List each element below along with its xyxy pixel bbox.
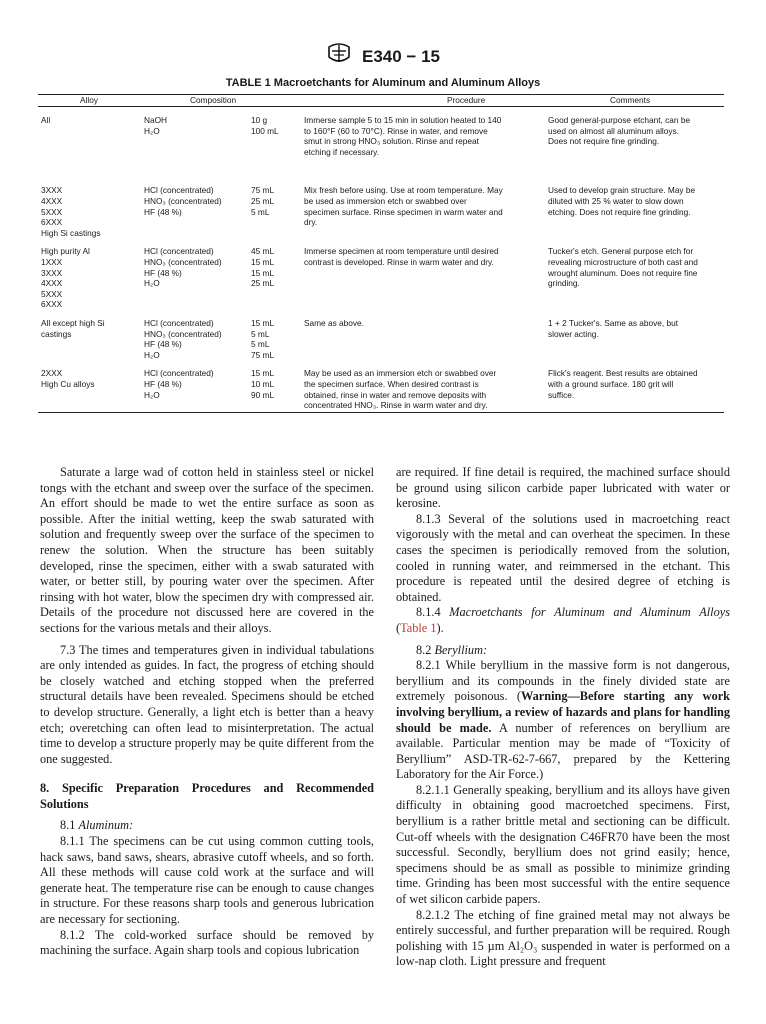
amount-cell-line: 10 mL xyxy=(251,378,275,389)
page-header xyxy=(0,42,766,71)
component-cell-line: HF (48 %) xyxy=(144,206,182,217)
comment-cell-line: revealing microstructure of both cast and xyxy=(548,256,698,267)
alloy-cell-line: 3XXX xyxy=(41,185,63,196)
amount-cell-line: 10 g xyxy=(251,115,268,125)
alloy-cell-line: 4XXX xyxy=(41,195,63,206)
amount-cell-line: 75 mL xyxy=(251,349,275,360)
amount-cell xyxy=(251,368,311,400)
comment-cell-line: Tucker's etch. General purpose etch for xyxy=(548,246,694,257)
component-cell-line: NaOH xyxy=(144,115,168,125)
paragraph-8-1-2-cont: are required. If fine detail is required, the machined surface should be ground using silicon carbide paper lubricated with water or kerosine. xyxy=(396,465,730,511)
comment-cell xyxy=(548,318,724,339)
section-8-1-number: 8.1 xyxy=(60,818,76,833)
component-cell-line: HCl (concentrated) xyxy=(144,185,214,196)
comment-cell-line: Flick's reagent. Best results are obtained xyxy=(548,368,698,379)
warning-text: Warning—Before starting any work involving beryllium, a review of hazards and plans for handling should be made. xyxy=(396,689,731,735)
alloy-cell xyxy=(41,368,136,389)
component-cell-line: HF (48 %) xyxy=(144,339,182,350)
paragraph-8-2-1-rest: A number of references on beryllium are available. Particular mention may be made of “Toxicity of Beryllium” ASD-TR-62-7-667, prepared by the Kettering Laboratory for the Air Force.) xyxy=(396,720,731,782)
paragraph-8-2-1 xyxy=(396,658,730,783)
component-cell-line: HF (48 %) xyxy=(144,267,182,278)
alloy-cell xyxy=(41,318,136,339)
comment-cell xyxy=(548,246,724,288)
alloy-cell-line: High purity Al xyxy=(41,246,90,257)
paragraph-8-2-1-1: 8.2.1.1 Generally speaking, beryllium and its alloys have given difficulty in obtaining good macroetched specimens. First, beryllium is a rather brittle metal and sectioning can be difficult. Cut-off wheels with the designation C46FR70 have been the most successful. Secondly, beryllium does not grind easily; hence, specimens should be as small as possible to minimize grinding time. Grinding has been most successful with the entire sequence of wet silicon carbide papers. xyxy=(396,782,730,907)
alloy-cell-line: 6XXX xyxy=(41,299,63,310)
alloy-cell-line: 4XXX xyxy=(41,278,63,289)
section-8-1-4-number: 8.1.4 xyxy=(416,605,441,620)
component-cell-line: HNO₃ (concentrated) xyxy=(144,328,222,339)
table-row xyxy=(38,115,724,179)
table-row xyxy=(38,246,724,310)
section-8-1-title: Aluminum: xyxy=(78,818,134,833)
comment-cell-line: etching. Does not require fine grinding. xyxy=(548,206,691,217)
header-alloy: Alloy xyxy=(80,95,98,105)
amount-cell-line: 15 mL xyxy=(251,256,275,267)
amount-cell-line: 5 mL xyxy=(251,328,270,339)
amount-cell-line: 15 mL xyxy=(251,267,275,278)
component-cell-line: H₂O xyxy=(144,278,160,289)
comment-cell-line: suffice. xyxy=(548,389,575,400)
procedure-cell-line: contrast is developed. Rinse in warm water and dry. xyxy=(304,256,494,267)
comment-cell xyxy=(548,368,724,400)
alloy-cell xyxy=(41,246,136,310)
table-bottom-rule xyxy=(38,412,724,413)
procedure-cell xyxy=(304,115,534,157)
comment-cell-line: slower acting. xyxy=(548,328,599,339)
procedure-cell xyxy=(304,246,534,267)
paragraph-8-1-1: 8.1.1 The specimens can be cut using common cutting tools, hack saws, band saws, shears, abrasive cutoff wheels, and so forth. All these methods will cause cold work at the surface and will generate heat. The temperature rise can be enough to cause changes in structure. For these reasons sharp tools and generous lubrication are necessary for sectioning. xyxy=(40,834,374,927)
designation: E340 − 15 xyxy=(362,46,440,66)
procedure-cell-line: to 160°F (60 to 70°C). Rinse in water, and remove xyxy=(304,125,488,136)
header-composition: Composition xyxy=(190,95,237,105)
comment-cell-line: 1 + 2 Tucker's. Same as above, but xyxy=(548,317,679,328)
alloy-cell xyxy=(41,185,136,238)
component-cell-line: HF (48 %) xyxy=(144,378,182,389)
alloy-cell-line: 5XXX xyxy=(41,206,63,217)
procedure-cell-line: Immerse specimen at room temperature until desired xyxy=(304,246,499,257)
procedure-cell-line: specimen surface. Rinse specimen in warm water and xyxy=(304,206,503,217)
component-cell xyxy=(144,318,254,360)
table-header xyxy=(38,94,724,107)
component-cell-line: HCl (concentrated) xyxy=(144,317,214,328)
procedure-cell-line: the specimen surface. When desired contrast is xyxy=(304,378,479,389)
amount-cell-line: 5 mL xyxy=(251,339,270,350)
header-procedure: Procedure xyxy=(447,95,486,105)
procedure-cell-line: Immerse sample 5 to 15 min in solution heated to 140 xyxy=(304,115,502,125)
paragraph-7-3: 7.3 The times and temperatures given in individual tabulations are only intended as guides. In fact, the progress of etching should be closely watched and etching stopped when the preferred structural details have been revealed. Specimens should be etched to develop structure. Generally, a light etch is better than a heavy etch; overetching can often lead to misinterpretation. The actual time to develop a structure properly may be quite different from the one suggested. xyxy=(40,642,374,766)
left-column xyxy=(40,465,374,959)
table-caption: TABLE 1 Macroetchants for Aluminum and Aluminum Alloys xyxy=(225,77,541,89)
amount-cell-line: 25 mL xyxy=(251,278,275,289)
component-cell xyxy=(144,368,254,400)
paragraph-swab: Saturate a large wad of cotton held in stainless steel or nickel tongs with the etchant and sweep over the surface of the specimen. An effort should be made to wet the entire surface as soon as possible. After the initial wetting, keep the swab saturated with solution and frequently sweep over the surface of the specimen to renew the solution. When the structure has been suitably developed, rinse the specimen, either with a swab saturated with water, or better still, by pouring water over the specimen. After rinsing with hot water, blow the specimen dry with compressed air. Details of the procedure not discussed here are covered in the sections for the various metals and their alloys. xyxy=(40,465,374,635)
amount-cell-line: 15 mL xyxy=(251,368,275,379)
header-comments: Comments xyxy=(610,95,651,105)
comment-cell-line: diluted with 25 % water to slow down xyxy=(548,195,684,206)
amount-cell-line: 25 mL xyxy=(251,195,275,206)
amount-cell-line: 90 mL xyxy=(251,389,275,400)
astm-logo-icon xyxy=(326,42,352,71)
section-8-2-heading xyxy=(396,643,730,659)
alloy-cell-line: castings xyxy=(41,328,72,339)
component-cell xyxy=(144,246,254,288)
alloy-cell-line: High Si castings xyxy=(41,227,101,238)
macroetchants-table xyxy=(38,94,724,411)
paragraph-8-1-3: 8.1.3 Several of the solutions used in macroetching react vigorously with the metal and can overheat the specimen. In these cases the specimen is periodically removed from the solution, cooled in running water, and reimmersed in the etchant. This procedure is repeated until the desired degree of etching is obtained. xyxy=(396,511,730,604)
component-cell-line: HNO₃ (concentrated) xyxy=(144,256,222,267)
comment-cell-line: Used to develop grain structure. May be xyxy=(548,185,696,196)
amount-cell xyxy=(251,318,311,360)
procedure-cell-line: etching if necessary. xyxy=(304,146,380,157)
procedure-cell-line: smut in strong HNO₃ solution. Rinse and repeat xyxy=(304,136,479,147)
procedure-cell-line: May be used as an immersion etch or swabbed over xyxy=(304,368,497,379)
table-row xyxy=(38,368,724,410)
table-row xyxy=(38,185,724,238)
section-8-heading: 8. Specific Preparation Procedures and Recommended Solutions xyxy=(40,781,374,811)
comment-cell-line: wrought aluminum. Does not require fine xyxy=(548,267,698,278)
section-8-1-4-title: Macroetchants for Aluminum and Aluminum Alloys xyxy=(449,605,730,620)
alloy-cell-line: 2XXX xyxy=(41,368,63,379)
component-cell-line: HNO₃ (concentrated) xyxy=(144,195,222,206)
amount-cell-line: 75 mL xyxy=(251,185,275,196)
procedure-cell-line: Mix fresh before using. Use at room temperature. May xyxy=(304,185,503,196)
amount-cell-line: 15 mL xyxy=(251,317,275,328)
comment-cell-line: with a ground surface. 180 grit will xyxy=(548,378,674,389)
section-8-2-number: 8.2 xyxy=(416,642,432,657)
alloy-cell xyxy=(41,115,136,126)
procedure-cell-line: be used as immersion etch or swabbed over xyxy=(304,195,467,206)
procedure-cell-line: concentrated HNO₃. Rinse in warm water and dry. xyxy=(304,400,488,411)
procedure-cell xyxy=(304,318,534,329)
table-row xyxy=(38,318,724,360)
amount-cell xyxy=(251,115,311,136)
procedure-cell xyxy=(304,185,534,227)
alloy-cell-line: 5XXX xyxy=(41,288,63,299)
table-1-link[interactable]: Table 1 xyxy=(400,620,437,635)
comment-cell-line: used on almost all aluminum alloys. xyxy=(548,125,679,136)
procedure-cell xyxy=(304,368,534,410)
section-8-2-title: Beryllium: xyxy=(434,642,488,657)
amount-cell xyxy=(251,246,311,288)
comment-cell-line: Does not require fine grinding. xyxy=(548,136,660,147)
component-cell-line: H₂O xyxy=(144,349,160,360)
alloy-cell-line: 3XXX xyxy=(41,267,63,278)
component-cell-line: H₂O xyxy=(144,125,160,136)
component-cell-line: H₂O xyxy=(144,389,160,400)
comment-cell-line: Good general-purpose etchant, can be xyxy=(548,115,691,125)
paragraph-8-2-1-2: 8.2.1.2 The etching of fine grained metal may not always be entirely successful, and further preparation will be required. Rough polishing with 15 µm Al₂O₃ suspended in water is performed on a low-nap cloth. Light pressure and frequent xyxy=(396,907,730,969)
right-column xyxy=(396,465,730,970)
amount-cell-line: 100 mL xyxy=(251,125,279,136)
component-cell xyxy=(144,115,254,136)
paragraph-8-1-2: 8.1.2 The cold-worked surface should be removed by machining the surface. Again sharp tools and copious lubrication xyxy=(40,927,374,958)
alloy-cell-line: High Cu alloys xyxy=(41,378,95,389)
alloy-cell-line: All except high Si xyxy=(41,317,105,328)
section-8-1-heading xyxy=(40,818,374,834)
component-cell-line: HCl (concentrated) xyxy=(144,246,214,257)
procedure-cell-line: Same as above. xyxy=(304,317,364,328)
component-cell-line: HCl (concentrated) xyxy=(144,368,214,379)
comment-cell-line: grinding. xyxy=(548,278,580,289)
paragraph-8-2-1-intro: 8.2.1 While beryllium in the massive form is not dangerous, beryllium and its compounds in the finely divided state are extremely poisonous. ( xyxy=(396,658,730,704)
paragraph-8-1-4: 8.1.4 Macroetchants for Aluminum and Aluminum Alloys (Table 1). xyxy=(396,605,730,635)
comment-cell xyxy=(548,115,724,147)
component-cell xyxy=(144,185,254,217)
procedure-cell-line: obtained, rinse in water and remove deposits with xyxy=(304,389,487,400)
alloy-cell-line: 6XXX xyxy=(41,217,63,228)
amount-cell xyxy=(251,185,311,217)
amount-cell-line: 45 mL xyxy=(251,246,275,257)
alloy-cell-line: All xyxy=(41,115,51,125)
comment-cell xyxy=(548,185,724,217)
amount-cell-line: 5 mL xyxy=(251,206,270,217)
procedure-cell-line: dry. xyxy=(304,217,318,228)
alloy-cell-line: 1XXX xyxy=(41,256,63,267)
